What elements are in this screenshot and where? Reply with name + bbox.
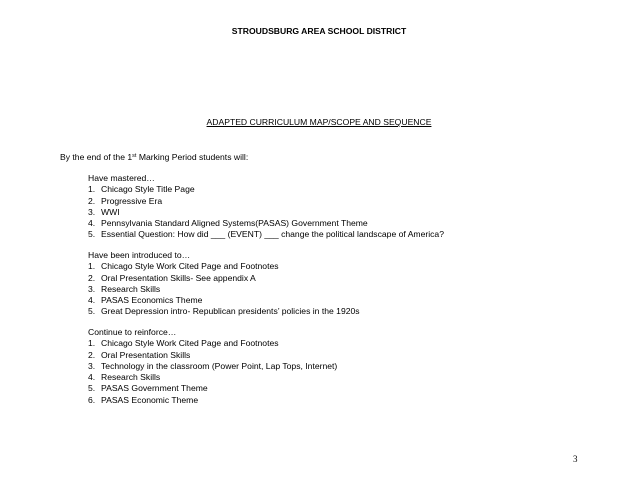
list-item-text: Chicago Style Work Cited Page and Footnotes — [101, 338, 279, 349]
list-item-text: Chicago Style Work Cited Page and Footnotes — [101, 261, 279, 272]
list-item-number: 1. — [88, 261, 96, 272]
list-item — [88, 383, 337, 394]
list-item — [88, 372, 337, 383]
list-item-number: 2. — [88, 272, 96, 283]
curriculum-map-title: ADAPTED CURRICULUM MAP/SCOPE AND SEQUENCE — [206, 117, 432, 127]
intro-sentence — [60, 152, 248, 162]
list-item-number: 5. — [88, 229, 96, 240]
list-item-text: Oral Presentation Skills — [101, 349, 191, 360]
list-item — [88, 306, 360, 317]
list-item — [88, 218, 444, 229]
list-item-text: Research Skills — [101, 372, 161, 383]
list-item — [88, 184, 444, 195]
section-introduced — [88, 250, 360, 318]
list-item-text: Chicago Style Title Page — [101, 184, 195, 195]
introduced-list — [88, 261, 360, 317]
list-item — [88, 261, 360, 272]
list-item — [88, 196, 444, 207]
list-item-number: 4. — [88, 295, 96, 306]
list-item-text: WWI — [101, 206, 120, 217]
section-heading: Have been introduced to… — [88, 250, 191, 260]
list-item-number: 3. — [88, 283, 96, 294]
list-item-number: 3. — [88, 360, 96, 371]
list-item-number: 4. — [88, 372, 96, 383]
list-item — [88, 229, 444, 240]
list-item-number: 1. — [88, 338, 96, 349]
list-item-text: Oral Presentation Skills- See appendix A — [101, 272, 256, 283]
list-item-text: PASAS Economic Theme — [101, 394, 199, 405]
list-item-text: PASAS Economics Theme — [101, 295, 203, 306]
section-mastered — [88, 173, 444, 241]
list-item — [88, 207, 444, 218]
list-item-number: 1. — [88, 184, 96, 195]
intro-ordinal-suffix: st — [132, 153, 137, 159]
district-header: STROUDSBURG AREA SCHOOL DISTRICT — [231, 26, 407, 36]
list-item-number: 3. — [88, 206, 96, 217]
section-heading: Continue to reinforce… — [88, 327, 177, 337]
list-item — [88, 273, 360, 284]
reinforce-list — [88, 338, 337, 406]
list-item — [88, 395, 337, 406]
list-item — [88, 350, 337, 361]
list-item-text: Progressive Era — [101, 195, 163, 206]
list-item-number: 2. — [88, 195, 96, 206]
list-item — [88, 284, 360, 295]
list-item-text: Essential Question: How did ___ (EVENT) ___ change the political landscape of America? — [101, 229, 444, 240]
list-item-text: Technology in the classroom (Power Point, Lap Tops, Internet) — [101, 360, 338, 371]
list-item — [88, 295, 360, 306]
list-item-number: 6. — [88, 394, 96, 405]
list-item-text: Pennsylvania Standard Aligned Systems(PASAS) Government Theme — [101, 218, 368, 229]
list-item-text: Research Skills — [101, 283, 161, 294]
list-item-text: PASAS Government Theme — [101, 383, 208, 394]
section-heading: Have mastered… — [88, 173, 155, 183]
intro-text-end: Marking Period students will: — [136, 152, 249, 162]
page-number: 3 — [573, 454, 578, 464]
list-item-number: 5. — [88, 383, 96, 394]
list-item-text: Great Depression intro- Republican presidents’ policies in the 1920s — [101, 306, 360, 317]
list-item — [88, 338, 337, 349]
list-item — [88, 361, 337, 372]
intro-text-start: By the end of the 1 — [60, 152, 133, 162]
list-item-number: 2. — [88, 349, 96, 360]
list-item-number: 5. — [88, 306, 96, 317]
mastered-list — [88, 184, 444, 240]
section-reinforce — [88, 327, 337, 406]
list-item-number: 4. — [88, 218, 96, 229]
